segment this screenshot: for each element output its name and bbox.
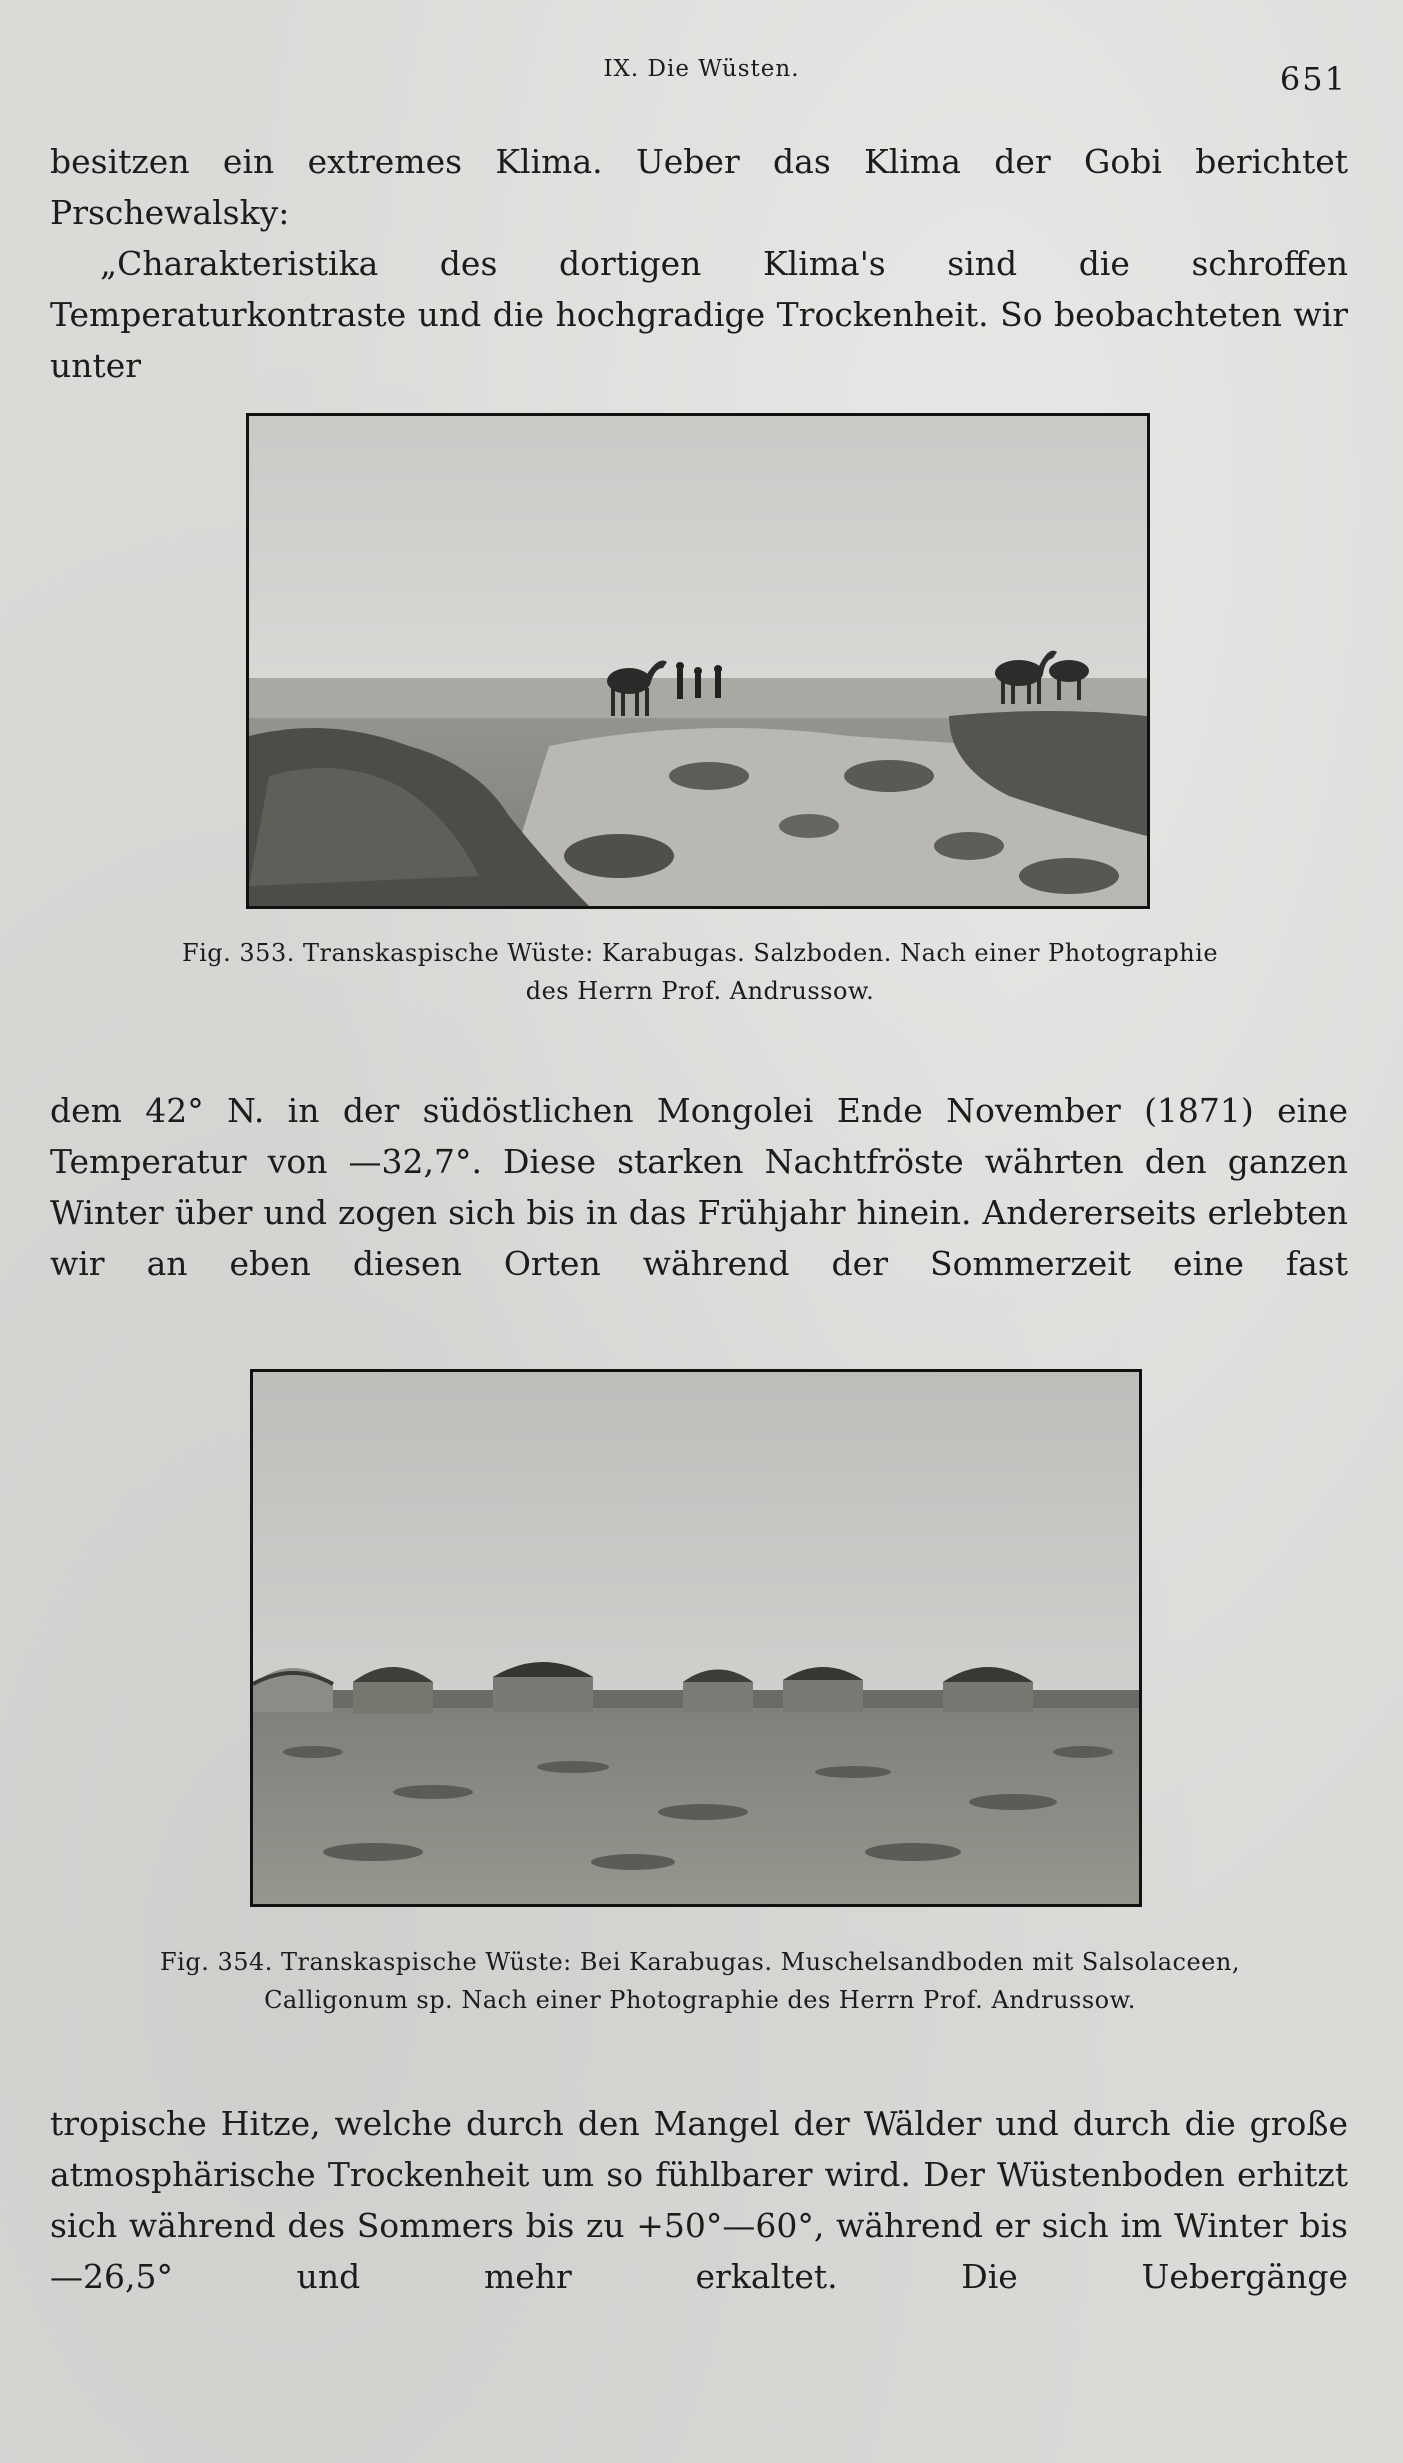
- figure-354-caption-line-2: Calligonum sp. Nach einer Photographie des Herrn Prof. Andrussow.: [264, 1986, 1136, 2014]
- running-head: IX. Die Wüsten.: [603, 56, 800, 82]
- figure-353-caption-line-2: des Herrn Prof. Andrussow.: [525, 977, 875, 1005]
- figure-354-caption: [50, 1943, 1350, 2019]
- quote-paragraph: „Charakteristika des dortigen Klima's sind die schroffen Temperaturkontraste und die hochgradige Trockenheit. So beobachteten wir unter: [50, 244, 1348, 385]
- bottom-text: [50, 2098, 1348, 2302]
- figure-353-photo: [246, 413, 1150, 909]
- paragraph-1-line-1: besitzen ein extremes Klima. Ueber das Klima der Gobi berichtet: [50, 142, 1348, 181]
- page-number: 651: [1279, 60, 1347, 98]
- paragraph-2: dem 42° N. in der südöstlichen Mongolei Ende November (1871) eine Temperatur von —32,7°. Diese starken Nachtfröste währten den ganzen Winter über und zogen sich bis in das Frühjahr hinein. Andererseits erlebten wir an eben diesen Orten während der Sommerzeit eine fast: [50, 1091, 1348, 1283]
- figure-353-caption: [50, 934, 1350, 1010]
- paragraph-3: tropische Hitze, welche durch den Mangel der Wälder und durch die große atmosphärische Trockenheit um so fühlbarer wird. Der Wüstenboden erhitzt sich während des Sommers bis zu +50°—60°, während er sich im Winter bis —26,5° und mehr erkaltet. Die Uebergänge: [50, 2104, 1348, 2296]
- middle-text: [50, 1085, 1348, 1289]
- figure-354-photo: [250, 1369, 1142, 1907]
- paragraph-1-line-2: Prschewalsky:: [50, 193, 290, 232]
- figure-353-caption-line-1: Fig. 353. Transkaspische Wüste: Karabugas. Salzboden. Nach einer Photographie: [181, 939, 1219, 967]
- figure-354-caption-line-1: Fig. 354. Transkaspische Wüste: Bei Karabugas. Muschelsandboden mit Salsolaceen,: [160, 1948, 1240, 1976]
- intro-text: [50, 136, 1348, 391]
